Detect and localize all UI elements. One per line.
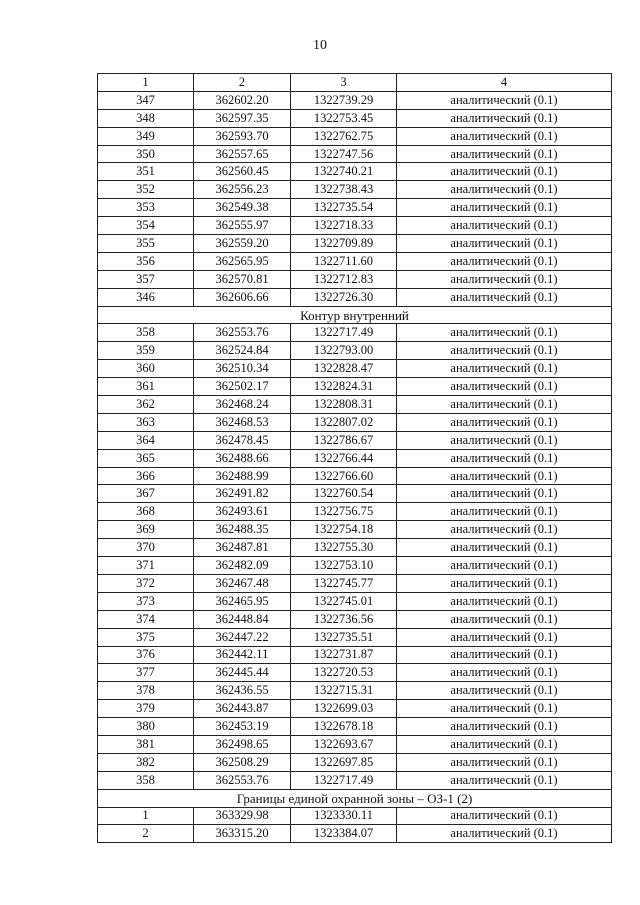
table-row	[98, 592, 612, 610]
point-number-cell: 358	[98, 771, 194, 789]
table-row	[98, 378, 612, 396]
table-row	[98, 342, 612, 360]
y-coordinate-cell: 1322756.75	[291, 503, 397, 521]
table-row	[98, 700, 612, 718]
table-row	[98, 360, 612, 378]
x-coordinate-cell: 362498.65	[194, 735, 291, 753]
header-col-2: 2	[194, 74, 291, 92]
point-number-cell: 366	[98, 467, 194, 485]
x-coordinate-cell: 362478.45	[194, 431, 291, 449]
x-coordinate-cell: 362436.55	[194, 682, 291, 700]
method-cell: аналитический (0.1)	[397, 324, 612, 342]
table-row	[98, 217, 612, 235]
x-coordinate-cell: 362555.97	[194, 217, 291, 235]
table-row	[98, 324, 612, 342]
y-coordinate-cell: 1322739.29	[291, 91, 397, 109]
point-number-cell: 364	[98, 431, 194, 449]
point-number-cell: 378	[98, 682, 194, 700]
method-cell: аналитический (0.1)	[397, 664, 612, 682]
x-coordinate-cell: 362502.17	[194, 378, 291, 396]
y-coordinate-cell: 1322762.75	[291, 127, 397, 145]
x-coordinate-cell: 362549.38	[194, 199, 291, 217]
point-number-cell: 362	[98, 396, 194, 414]
method-cell: аналитический (0.1)	[397, 449, 612, 467]
method-cell: аналитический (0.1)	[397, 378, 612, 396]
method-cell: аналитический (0.1)	[397, 682, 612, 700]
x-coordinate-cell: 362468.24	[194, 396, 291, 414]
y-coordinate-cell: 1322745.01	[291, 592, 397, 610]
x-coordinate-cell: 362557.65	[194, 145, 291, 163]
method-cell: аналитический (0.1)	[397, 217, 612, 235]
table-row	[98, 503, 612, 521]
point-number-cell: 381	[98, 735, 194, 753]
method-cell: аналитический (0.1)	[397, 700, 612, 718]
y-coordinate-cell: 1322717.49	[291, 771, 397, 789]
y-coordinate-cell: 1322718.33	[291, 217, 397, 235]
point-number-cell: 356	[98, 252, 194, 270]
point-number-cell: 377	[98, 664, 194, 682]
method-cell: аналитический (0.1)	[397, 270, 612, 288]
table-row	[98, 449, 612, 467]
y-coordinate-cell: 1322731.87	[291, 646, 397, 664]
y-coordinate-cell: 1322747.56	[291, 145, 397, 163]
x-coordinate-cell: 362570.81	[194, 270, 291, 288]
section-heading: Контур внутренний	[98, 306, 612, 324]
table-row	[98, 753, 612, 771]
table-row	[98, 718, 612, 736]
point-number-cell: 369	[98, 521, 194, 539]
x-coordinate-cell: 362593.70	[194, 127, 291, 145]
method-cell: аналитический (0.1)	[397, 127, 612, 145]
point-number-cell: 376	[98, 646, 194, 664]
header-col-3: 3	[291, 74, 397, 92]
table-row	[98, 485, 612, 503]
method-cell: аналитический (0.1)	[397, 91, 612, 109]
x-coordinate-cell: 362488.99	[194, 467, 291, 485]
table-row	[98, 467, 612, 485]
y-coordinate-cell: 1322766.60	[291, 467, 397, 485]
y-coordinate-cell: 1322808.31	[291, 396, 397, 414]
point-number-cell: 380	[98, 718, 194, 736]
y-coordinate-cell: 1322753.10	[291, 557, 397, 575]
table-row	[98, 574, 612, 592]
y-coordinate-cell: 1322699.03	[291, 700, 397, 718]
table-row	[98, 199, 612, 217]
y-coordinate-cell: 1322736.56	[291, 610, 397, 628]
method-cell: аналитический (0.1)	[397, 181, 612, 199]
table-row	[98, 413, 612, 431]
x-coordinate-cell: 362445.44	[194, 664, 291, 682]
y-coordinate-cell: 1322720.53	[291, 664, 397, 682]
y-coordinate-cell: 1322712.83	[291, 270, 397, 288]
y-coordinate-cell: 1322753.45	[291, 109, 397, 127]
point-number-cell: 358	[98, 324, 194, 342]
method-cell: аналитический (0.1)	[397, 735, 612, 753]
point-number-cell: 359	[98, 342, 194, 360]
y-coordinate-cell: 1322697.85	[291, 753, 397, 771]
point-number-cell: 351	[98, 163, 194, 181]
table-row	[98, 682, 612, 700]
page-number: 10	[313, 38, 327, 53]
x-coordinate-cell: 362447.22	[194, 628, 291, 646]
x-coordinate-cell: 362565.95	[194, 252, 291, 270]
point-number-cell: 352	[98, 181, 194, 199]
table-row	[98, 646, 612, 664]
table-row	[98, 91, 612, 109]
y-coordinate-cell: 1322754.18	[291, 521, 397, 539]
point-number-cell: 371	[98, 557, 194, 575]
x-coordinate-cell: 362524.84	[194, 342, 291, 360]
point-number-cell: 357	[98, 270, 194, 288]
x-coordinate-cell: 362491.82	[194, 485, 291, 503]
y-coordinate-cell: 1322766.44	[291, 449, 397, 467]
method-cell: аналитический (0.1)	[397, 199, 612, 217]
table-row	[98, 181, 612, 199]
table-row	[98, 396, 612, 414]
method-cell: аналитический (0.1)	[397, 539, 612, 557]
x-coordinate-cell: 362553.76	[194, 324, 291, 342]
x-coordinate-cell: 363329.98	[194, 807, 291, 825]
section-row	[98, 789, 612, 807]
x-coordinate-cell: 362606.66	[194, 288, 291, 306]
method-cell: аналитический (0.1)	[397, 288, 612, 306]
y-coordinate-cell: 1322693.67	[291, 735, 397, 753]
table-row	[98, 610, 612, 628]
point-number-cell: 1	[98, 807, 194, 825]
x-coordinate-cell: 362553.76	[194, 771, 291, 789]
y-coordinate-cell: 1322709.89	[291, 235, 397, 253]
method-cell: аналитический (0.1)	[397, 413, 612, 431]
y-coordinate-cell: 1323384.07	[291, 825, 397, 843]
point-number-cell: 367	[98, 485, 194, 503]
method-cell: аналитический (0.1)	[397, 807, 612, 825]
method-cell: аналитический (0.1)	[397, 610, 612, 628]
table-row	[98, 539, 612, 557]
method-cell: аналитический (0.1)	[397, 646, 612, 664]
table-row	[98, 145, 612, 163]
x-coordinate-cell: 363315.20	[194, 825, 291, 843]
table-row	[98, 628, 612, 646]
y-coordinate-cell: 1322738.43	[291, 181, 397, 199]
x-coordinate-cell: 362508.29	[194, 753, 291, 771]
table-row	[98, 771, 612, 789]
x-coordinate-cell: 362482.09	[194, 557, 291, 575]
table-row	[98, 288, 612, 306]
table-row	[98, 127, 612, 145]
y-coordinate-cell: 1322824.31	[291, 378, 397, 396]
point-number-cell: 353	[98, 199, 194, 217]
point-number-cell: 348	[98, 109, 194, 127]
point-number-cell: 379	[98, 700, 194, 718]
y-coordinate-cell: 1322726.30	[291, 288, 397, 306]
method-cell: аналитический (0.1)	[397, 592, 612, 610]
point-number-cell: 374	[98, 610, 194, 628]
section-row	[98, 306, 612, 324]
method-cell: аналитический (0.1)	[397, 235, 612, 253]
table-row	[98, 557, 612, 575]
table-header-row	[98, 74, 612, 92]
y-coordinate-cell: 1322715.31	[291, 682, 397, 700]
point-number-cell: 360	[98, 360, 194, 378]
point-number-cell: 382	[98, 753, 194, 771]
x-coordinate-cell: 362493.61	[194, 503, 291, 521]
table-row	[98, 807, 612, 825]
table-row	[98, 163, 612, 181]
method-cell: аналитический (0.1)	[397, 396, 612, 414]
y-coordinate-cell: 1322735.51	[291, 628, 397, 646]
table-row	[98, 825, 612, 843]
x-coordinate-cell: 362488.35	[194, 521, 291, 539]
point-number-cell: 370	[98, 539, 194, 557]
table-row	[98, 235, 612, 253]
x-coordinate-cell: 362465.95	[194, 592, 291, 610]
method-cell: аналитический (0.1)	[397, 342, 612, 360]
table-row	[98, 431, 612, 449]
method-cell: аналитический (0.1)	[397, 771, 612, 789]
method-cell: аналитический (0.1)	[397, 163, 612, 181]
x-coordinate-cell: 362448.84	[194, 610, 291, 628]
point-number-cell: 361	[98, 378, 194, 396]
x-coordinate-cell: 362453.19	[194, 718, 291, 736]
y-coordinate-cell: 1322740.21	[291, 163, 397, 181]
method-cell: аналитический (0.1)	[397, 557, 612, 575]
table-row	[98, 109, 612, 127]
method-cell: аналитический (0.1)	[397, 521, 612, 539]
x-coordinate-cell: 362510.34	[194, 360, 291, 378]
method-cell: аналитический (0.1)	[397, 628, 612, 646]
y-coordinate-cell: 1322735.54	[291, 199, 397, 217]
y-coordinate-cell: 1322711.60	[291, 252, 397, 270]
y-coordinate-cell: 1322717.49	[291, 324, 397, 342]
x-coordinate-cell: 362602.20	[194, 91, 291, 109]
table-body	[98, 74, 612, 843]
method-cell: аналитический (0.1)	[397, 360, 612, 378]
point-number-cell: 354	[98, 217, 194, 235]
section-heading: Границы единой охранной зоны – ОЗ-1 (2)	[98, 789, 612, 807]
point-number-cell: 2	[98, 825, 194, 843]
x-coordinate-cell: 362487.81	[194, 539, 291, 557]
method-cell: аналитический (0.1)	[397, 145, 612, 163]
y-coordinate-cell: 1322745.77	[291, 574, 397, 592]
coordinates-table	[97, 73, 612, 843]
point-number-cell: 347	[98, 91, 194, 109]
y-coordinate-cell: 1323330.11	[291, 807, 397, 825]
y-coordinate-cell: 1322793.00	[291, 342, 397, 360]
header-col-4: 4	[397, 74, 612, 92]
method-cell: аналитический (0.1)	[397, 718, 612, 736]
point-number-cell: 363	[98, 413, 194, 431]
method-cell: аналитический (0.1)	[397, 753, 612, 771]
method-cell: аналитический (0.1)	[397, 574, 612, 592]
point-number-cell: 373	[98, 592, 194, 610]
table-row	[98, 735, 612, 753]
method-cell: аналитический (0.1)	[397, 467, 612, 485]
y-coordinate-cell: 1322755.30	[291, 539, 397, 557]
x-coordinate-cell: 362556.23	[194, 181, 291, 199]
method-cell: аналитический (0.1)	[397, 825, 612, 843]
point-number-cell: 355	[98, 235, 194, 253]
y-coordinate-cell: 1322786.67	[291, 431, 397, 449]
method-cell: аналитический (0.1)	[397, 109, 612, 127]
point-number-cell: 375	[98, 628, 194, 646]
table-row	[98, 521, 612, 539]
y-coordinate-cell: 1322760.54	[291, 485, 397, 503]
point-number-cell: 368	[98, 503, 194, 521]
x-coordinate-cell: 362467.48	[194, 574, 291, 592]
point-number-cell: 349	[98, 127, 194, 145]
table-row	[98, 664, 612, 682]
point-number-cell: 372	[98, 574, 194, 592]
x-coordinate-cell: 362443.87	[194, 700, 291, 718]
x-coordinate-cell: 362488.66	[194, 449, 291, 467]
x-coordinate-cell: 362442.11	[194, 646, 291, 664]
table-row	[98, 270, 612, 288]
x-coordinate-cell: 362597.35	[194, 109, 291, 127]
x-coordinate-cell: 362559.20	[194, 235, 291, 253]
method-cell: аналитический (0.1)	[397, 503, 612, 521]
method-cell: аналитический (0.1)	[397, 252, 612, 270]
point-number-cell: 346	[98, 288, 194, 306]
table-row	[98, 252, 612, 270]
y-coordinate-cell: 1322678.18	[291, 718, 397, 736]
point-number-cell: 365	[98, 449, 194, 467]
header-col-1: 1	[98, 74, 194, 92]
method-cell: аналитический (0.1)	[397, 431, 612, 449]
method-cell: аналитический (0.1)	[397, 485, 612, 503]
point-number-cell: 350	[98, 145, 194, 163]
x-coordinate-cell: 362560.45	[194, 163, 291, 181]
y-coordinate-cell: 1322828.47	[291, 360, 397, 378]
y-coordinate-cell: 1322807.02	[291, 413, 397, 431]
x-coordinate-cell: 362468.53	[194, 413, 291, 431]
